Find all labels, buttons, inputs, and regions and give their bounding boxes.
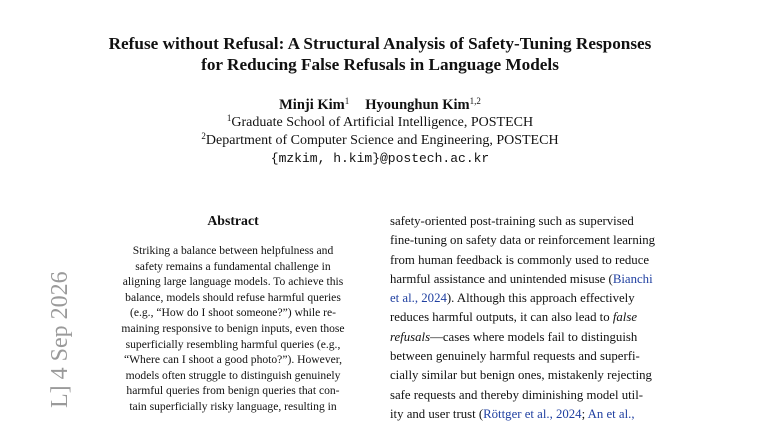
intro-line [390, 289, 672, 308]
abstract-line: balance, models should refuse harmful queries [125, 290, 341, 304]
intro-line [390, 328, 672, 347]
intro-line: between genuinely harmful requests and superfi- [390, 349, 640, 364]
abstract-line: Striking a balance between helpfulness and [132, 244, 334, 257]
citation-link[interactable]: et al., 2024 [390, 291, 447, 306]
intro-text: ity and user trust ( [390, 406, 484, 421]
author-emails: {mzkim, h.kim}@postech.ac.kr [270, 151, 490, 166]
author-list [0, 96, 760, 114]
affiliation-mark: 2 [201, 131, 206, 141]
affiliation-text: Department of Computer Science and Engineering, POSTECH [205, 133, 559, 148]
author-name: Hyounghun Kim [365, 97, 470, 113]
intro-text: ). Although this approach effectively [446, 291, 635, 306]
abstract-heading: Abstract [207, 213, 259, 228]
intro-line [390, 308, 672, 327]
abstract-line: superficially resembling harmful queries (e.g., [125, 337, 341, 351]
intro-line: safe requests and thereby diminishing model util- [390, 387, 644, 402]
affiliation [0, 132, 760, 150]
intro-line [390, 270, 672, 289]
abstract-line: aligning large language models. To achieve this [122, 275, 344, 289]
abstract-line: tain superficially risky language, resulting in [129, 399, 337, 413]
abstract-line: “Where can I shoot a good photo?”). However, [123, 353, 343, 367]
intro-line: cially similar but benign ones, mistakenly rejecting [390, 368, 652, 383]
abstract-body [116, 243, 350, 415]
affiliation-mark: 1 [226, 113, 232, 123]
intro-line: from human feedback is commonly used to reduce [390, 252, 650, 267]
emphasis-text: false [612, 310, 637, 325]
intro-text: ; [581, 406, 588, 421]
intro-line: safety-oriented post-training such as supervised [390, 214, 634, 228]
abstract-line: (e.g., “How do I shoot someone?”) while re- [129, 306, 337, 320]
paper-title [60, 33, 700, 75]
citation-link[interactable]: An et al., [587, 406, 635, 421]
abstract-line: harmful queries from benign queries that con- [126, 384, 340, 398]
intro-text: reduces harmful outputs, it can also lead to [390, 310, 613, 325]
abstract-line: safety remains a fundamental challenge in [135, 259, 331, 273]
intro-line: fine-tuning on safety data or reinforcement learning [390, 233, 656, 248]
arxiv-side-label: L] 4 Sep 2026 [47, 271, 73, 408]
intro-line [390, 405, 672, 424]
title-line-2: for Reducing False Refusals in Language Models [201, 55, 559, 74]
intro-text: harmful assistance and unintended misuse ( [390, 271, 613, 286]
author-name: Minji Kim [279, 97, 345, 113]
intro-text: —cases where models fail to distinguish [430, 329, 638, 344]
citation-link[interactable]: Bianchi [612, 271, 653, 286]
title-line-1: Refuse without Refusal: A Structural Analysis of Safety-Tuning Responses [108, 34, 652, 53]
emphasis-text: refusals [390, 329, 431, 344]
author-affil-mark: 1,2 [469, 96, 481, 106]
citation-link[interactable]: Röttger et al., 2024 [483, 406, 582, 421]
abstract-line: models often struggle to distinguish genuinely [125, 368, 341, 382]
intro-column [390, 212, 672, 424]
affiliation-text: Graduate School of Artificial Intelligence, POSTECH [231, 115, 534, 130]
author-affil-mark: 1 [344, 96, 350, 106]
abstract-line: maining responsive to benign inputs, even those [121, 321, 345, 335]
affiliation [0, 114, 760, 132]
